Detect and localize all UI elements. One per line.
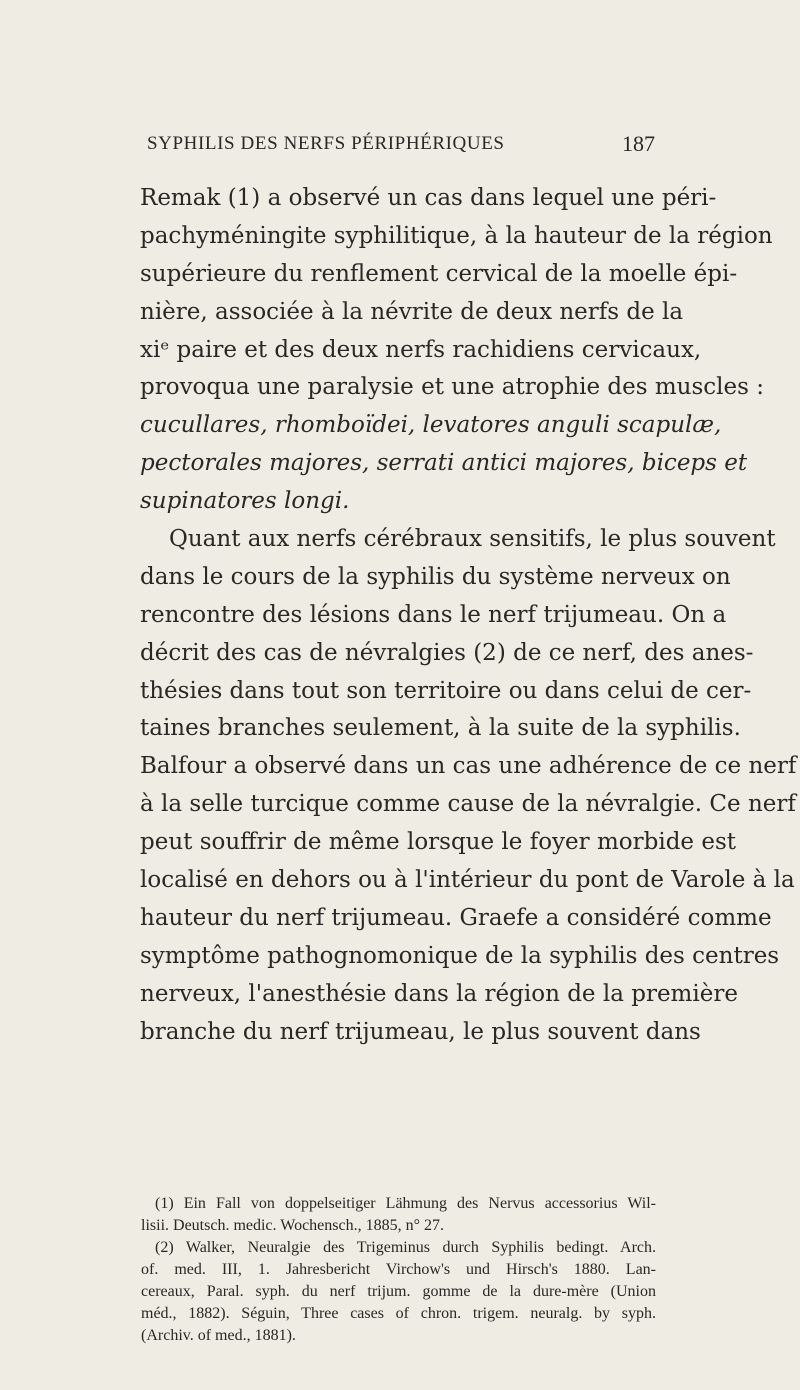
footnotes bbox=[141, 1193, 656, 1347]
text-line: Quant aux nerfs cérébraux sensitifs, le plus souvent bbox=[169, 526, 776, 553]
text-line: nière, associée à la névrite de deux nerfs de la bbox=[140, 298, 684, 325]
text-line: branche du nerf trijumeau, le plus souvent dans bbox=[140, 1018, 701, 1045]
text-line: supérieure du renflement cervical de la moelle épi- bbox=[140, 260, 738, 287]
footnote-line: (2) Walker, Neuralgie des Trigeminus durch Syphilis bedingt. Arch. bbox=[155, 1239, 656, 1256]
text-line: à la selle turcique comme cause de la névralgie. Ce nerf bbox=[140, 791, 796, 818]
text-line: symptôme pathognomonique de la syphilis des centres bbox=[140, 942, 780, 969]
footnote-line: of. med. III, 1. Jahresbericht Virchow's und Hirsch's 1880. Lan- bbox=[141, 1261, 656, 1278]
text-line: hauteur du nerf trijumeau. Graefe a considéré comme bbox=[140, 904, 772, 931]
main-text bbox=[140, 180, 797, 1051]
footnote-line: méd., 1882). Séguin, Three cases of chron. trigem. neuralg. by syph. bbox=[141, 1305, 656, 1322]
text-line-latin: supinatores longi. bbox=[140, 488, 350, 515]
text-line: localisé en dehors ou à l'intérieur du pont de Varole à la bbox=[140, 867, 795, 894]
text-line: dans le cours de la syphilis du système nerveux on bbox=[140, 563, 731, 590]
footnote-line: lisii. Deutsch. medic. Wochensch., 1885, n° 27. bbox=[141, 1217, 444, 1234]
text-line: décrit des cas de névralgies (2) de ce nerf, des anes- bbox=[140, 639, 754, 666]
footnote-line: cereaux, Paral. syph. du nerf trijum. gomme de la dure-mère (Union bbox=[141, 1283, 656, 1300]
text-line: xiᵉ paire et des deux nerfs rachidiens cervicaux, bbox=[140, 336, 702, 363]
text-line: taines branches seulement, à la suite de la syphilis. bbox=[140, 715, 741, 742]
page-header bbox=[147, 133, 655, 161]
text-line: thésies dans tout son territoire ou dans celui de cer- bbox=[140, 677, 752, 704]
text-line: rencontre des lésions dans le nerf trijumeau. On a bbox=[140, 601, 727, 628]
text-line: Remak (1) a observé un cas dans lequel une péri- bbox=[140, 185, 717, 211]
text-line: provoqua une paralysie et une atrophie des muscles : bbox=[140, 374, 764, 401]
text-line: Balfour a observé dans un cas une adhérence de ce nerf bbox=[140, 753, 797, 780]
footnote-line: (1) Ein Fall von doppelseitiger Lähmung des Nervus accessorius Wil- bbox=[155, 1195, 656, 1212]
text-line-latin: cucullares, rhomboïdei, levatores anguli scapulæ, bbox=[140, 412, 722, 439]
footnote-line: (Archiv. of med., 1881). bbox=[141, 1327, 296, 1344]
page-number: 187 bbox=[622, 131, 655, 156]
running-title: SYPHILIS DES NERFS PÉRIPHÉRIQUES bbox=[147, 133, 505, 154]
text-line: pachyméningite syphilitique, à la hauteur de la région bbox=[140, 222, 773, 249]
text-line: nerveux, l'anesthésie dans la région de la première bbox=[140, 980, 738, 1007]
text-line: peut souffrir de même lorsque le foyer morbide est bbox=[140, 829, 737, 856]
text-line-latin: pectorales majores, serrati antici majores, biceps et bbox=[140, 450, 748, 477]
